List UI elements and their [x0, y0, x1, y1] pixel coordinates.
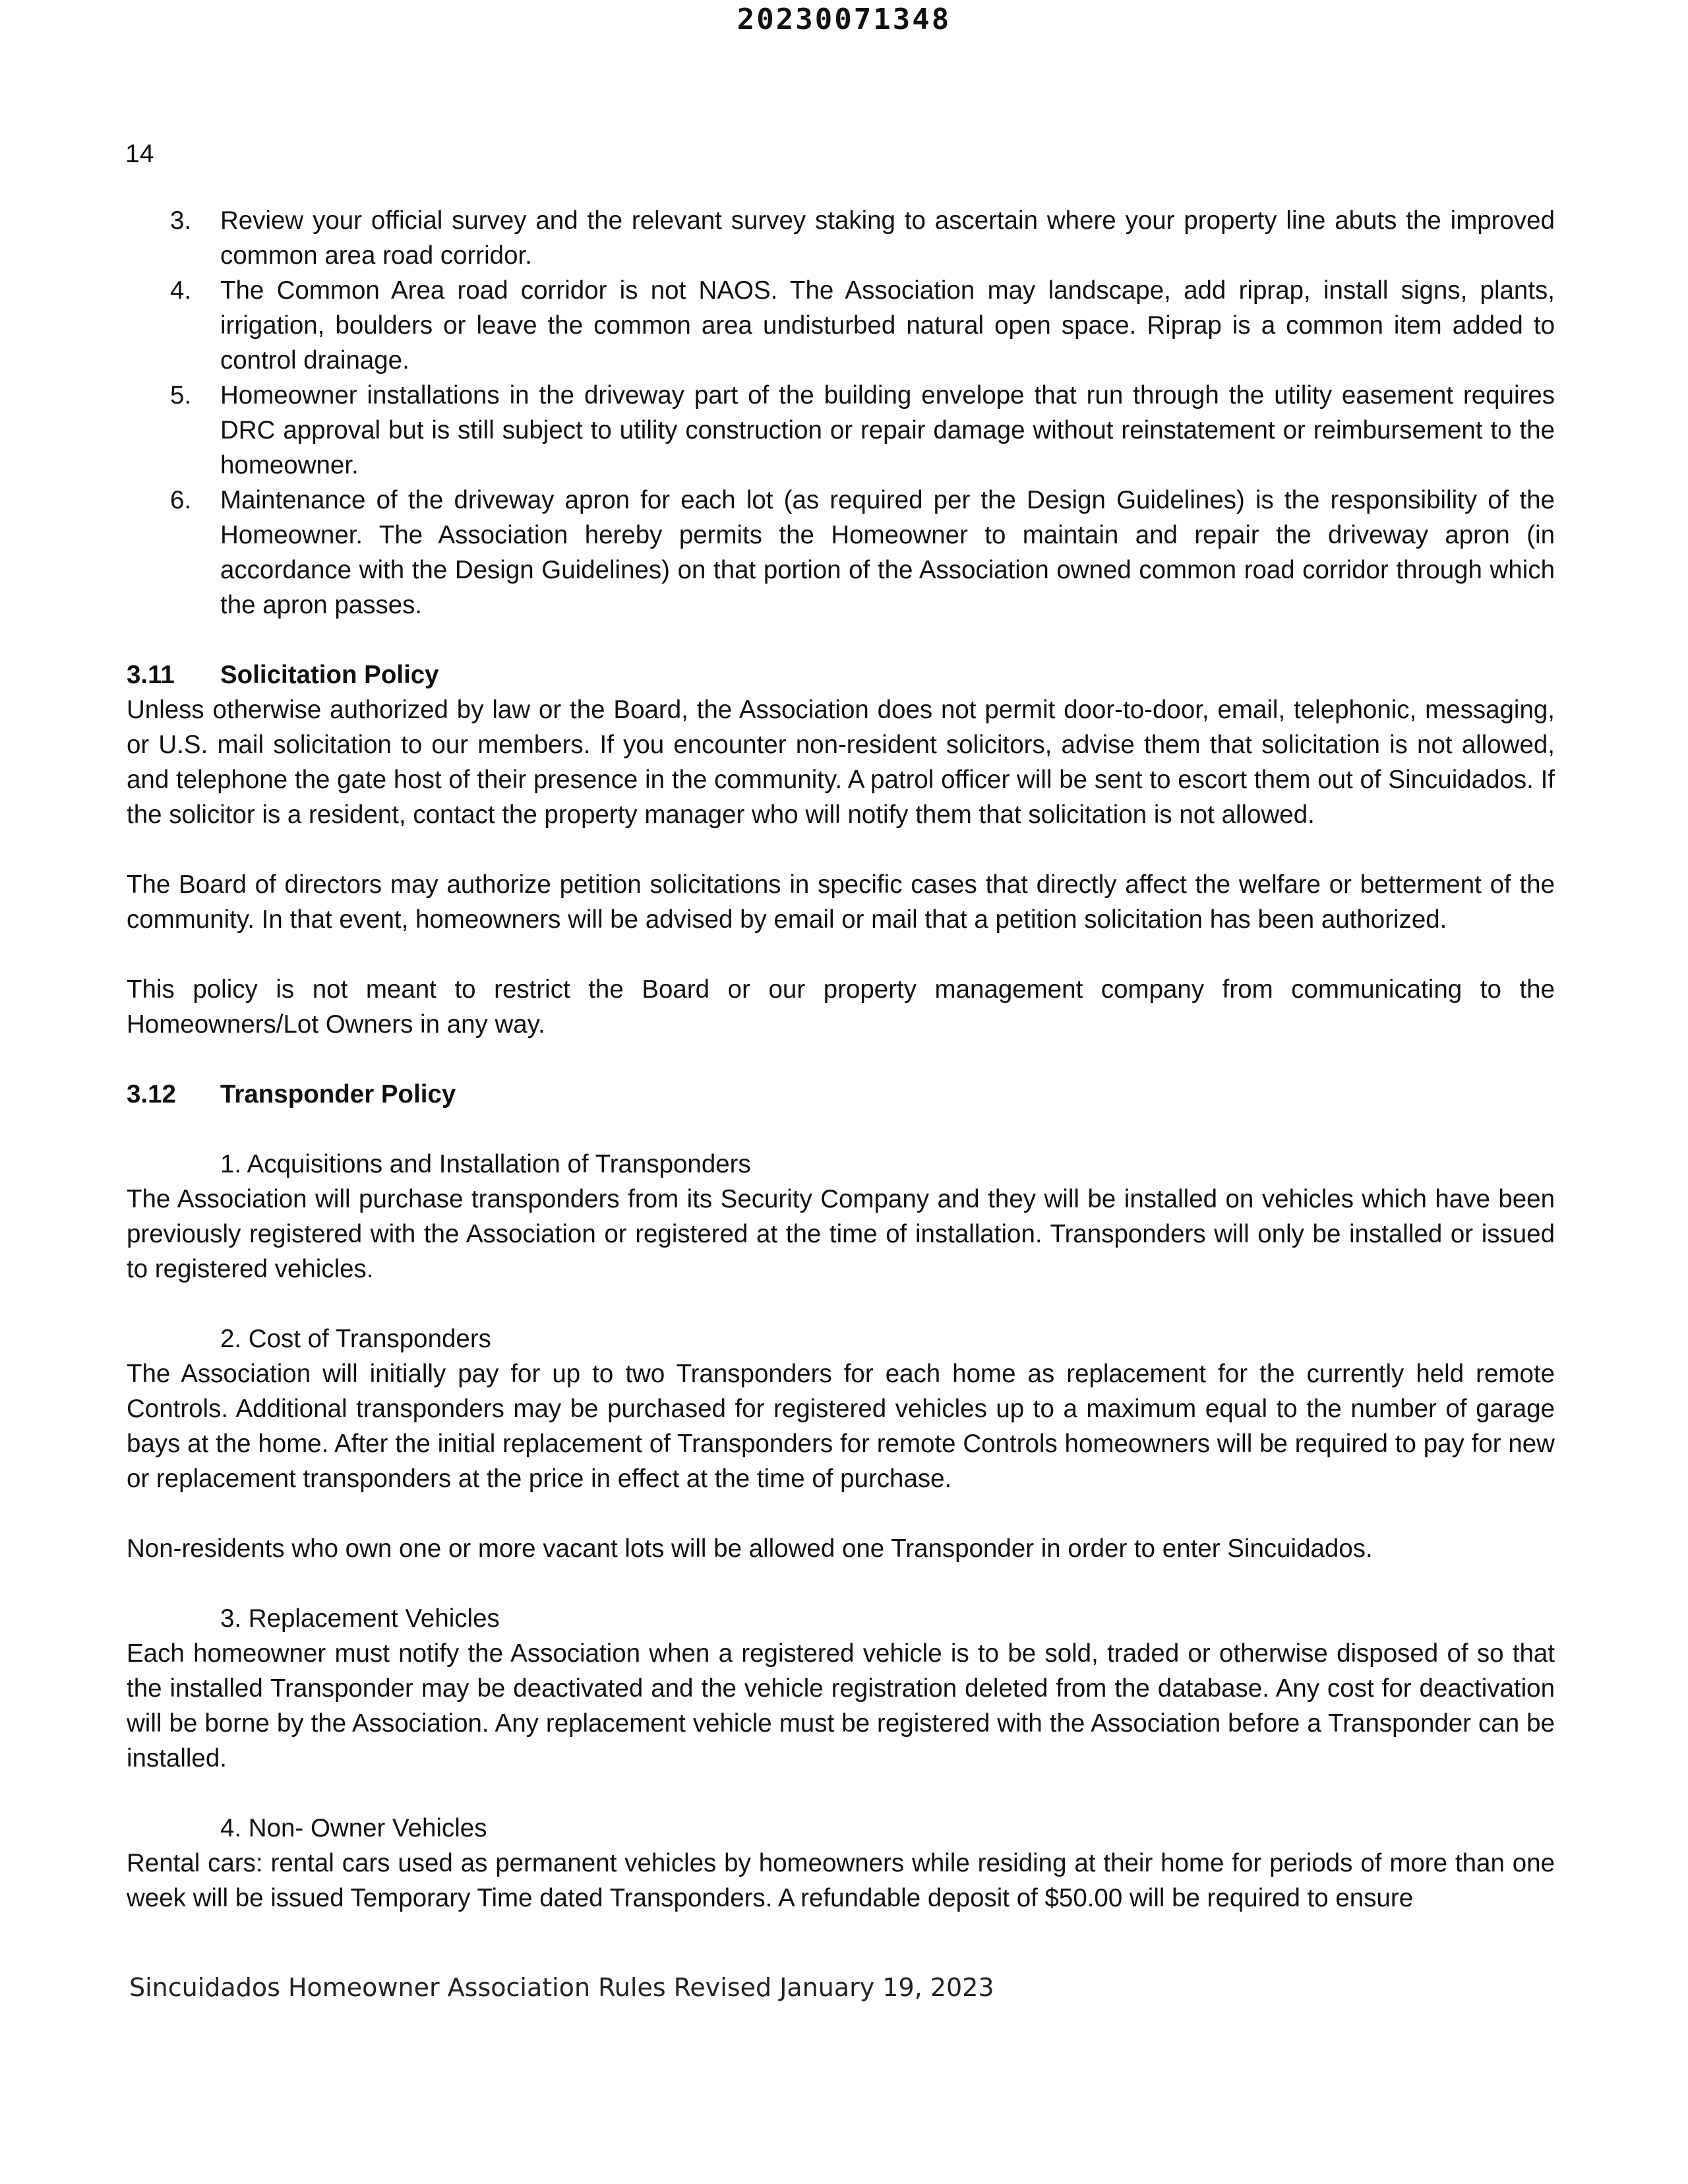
paragraph: Unless otherwise authorized by law or the Board, the Association does not permit door-to-door, email, telephonic, messaging, or U.S. mail solicitation to our members. If you encounter non-resident solicitors, advise them that solicitation is not allowed, and telephone the gate host of their presence in the community. A patrol officer will be sent to escort them out of Sincuidados. If the solicitor is a resident, contact the property manager who will notify them that solicitation is not allowed. [127, 696, 1555, 829]
list-item: 5. Homeowner installations in the driveway part of the building envelope that run through the utility easement requires DRC approval but is still subject to utility construction or repair damage without reinstatement or reimbursement to the homeowner. [170, 381, 1555, 479]
paragraph: Rental cars: rental cars used as permanent vehicles by homeowners while residing at their home for periods of more than one week will be issued Temporary Time dated Transponders. A refundable deposit of $50.00 will be required to ensure [127, 1849, 1555, 1912]
paragraph: Non-residents who own one or more vacant lots will be allowed one Transponder in order to enter Sincuidados. [127, 1534, 1373, 1563]
paragraph: The Association will purchase transponders from its Security Company and they will be installed on vehicles which have been previously registered with the Association or registered at the time of installation. Transponders will only be installed or issued to registered vehicles. [127, 1185, 1555, 1283]
subsection-heading: 2. Cost of Transponders [220, 1325, 491, 1353]
subsection-heading: 3. Replacement Vehicles [220, 1604, 500, 1633]
page-footer: Sincuidados Homeowner Association Rules Revised January 19, 2023 [129, 1973, 994, 2002]
subsection-heading: 4. Non- Owner Vehicles [220, 1814, 487, 1842]
section-heading-solicitation [127, 657, 1555, 692]
paragraph: Each homeowner must notify the Association when a registered vehicle is to be sold, traded or otherwise disposed of so that the installed Transponder may be deactivated and the vehicle registration deleted from the database. Any cost for deactivation will be borne by the Association. Any replacement vehicle must be registered with the Association before a Transponder can be installed. [127, 1639, 1555, 1773]
document-body [127, 203, 1555, 1916]
section-number: 3.12 [127, 1080, 176, 1108]
recording-number: 20230071348 [737, 3, 951, 36]
section-title: Transponder Policy [220, 1080, 456, 1108]
list-item: 6. Maintenance of the driveway apron for each lot (as required per the Design Guidelines) is the responsibility of the Homeowner. The Association hereby permits the Homeowner to maintain and repair the driveway apron (in accordance with the Design Guidelines) on that portion of the Association owned common road corridor through which the apron passes. [170, 486, 1555, 619]
subsection-heading: 1. Acquisitions and Installation of Transponders [220, 1150, 751, 1178]
section-title: Solicitation Policy [220, 661, 439, 689]
list-item: 3. Review your official survey and the relevant survey staking to ascertain where your property line abuts the improved common area road corridor. [170, 206, 1555, 270]
list-item: 4. The Common Area road corridor is not NAOS. The Association may landscape, add riprap, install signs, plants, irrigation, boulders or leave the common area undisturbed natural open space. Riprap is a common item added to control drainage. [170, 276, 1555, 375]
paragraph: This policy is not meant to restrict the Board or our property management company from communicating to the Homeowners/Lot Owners in any way. [127, 975, 1555, 1039]
section-heading-transponder [127, 1077, 1555, 1112]
page-number: 14 [125, 140, 154, 168]
paragraph: The Board of directors may authorize petition solicitations in specific cases that directly affect the welfare or betterment of the community. In that event, homeowners will be advised by email or mail that a petition solicitation has been authorized. [127, 870, 1555, 934]
section-number: 3.11 [127, 661, 175, 689]
paragraph: The Association will initially pay for up to two Transponders for each home as replacement for the currently held remote Controls. Additional transponders may be purchased for registered vehicles up to a maximum equal to the number of garage bays at the home. After the initial replacement of Transponders for remote Controls homeowners will be required to pay for new or replacement transponders at the price in effect at the time of purchase. [127, 1360, 1555, 1493]
numbered-list [127, 203, 1555, 622]
